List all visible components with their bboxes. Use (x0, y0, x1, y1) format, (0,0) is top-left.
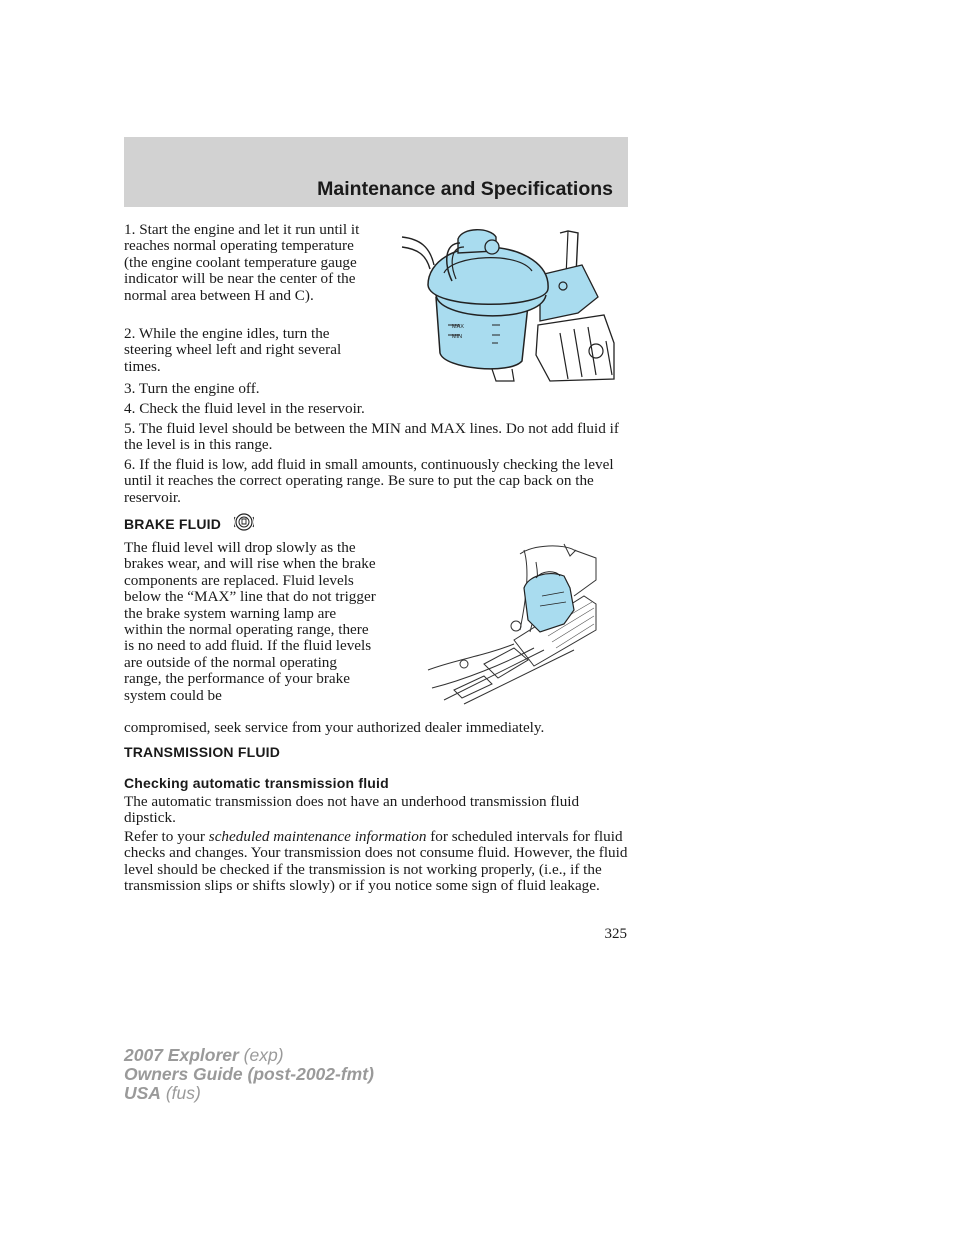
section-title: Maintenance and Specifications (317, 178, 613, 200)
brake-fluid-paragraph-tail: compromised, seek service from your authorized dealer immediately. (124, 719, 545, 736)
brake-fluid-icon (234, 513, 254, 531)
document-footer (124, 1046, 374, 1103)
maintenance-info-reference: scheduled maintenance information (208, 828, 427, 845)
transmission-paragraph-1: The automatic transmission does not have an underhood transmission fluid dipstick. (124, 793, 580, 827)
brake-fluid-heading: BRAKE FLUID (124, 516, 222, 532)
paragraph-2-intro: Refer to your (124, 828, 209, 845)
step-6-text: 6. If the fluid is low, add fluid in small amounts, continuously checking the level until it reaches the correct operating range. Be sure to put the cap back on the reservoir. (124, 456, 614, 506)
step-5-text: 5. The fluid level should be between the MIN and MAX lines. Do not add fluid if the level is in this range. (124, 420, 619, 454)
footer-model: 2007 Explorer (124, 1045, 239, 1065)
footer-line-3 (124, 1084, 374, 1103)
footer-guide: Owners Guide (post-2002-fmt) (124, 1064, 374, 1084)
page-number: 325 (604, 926, 627, 942)
step-1-text: 1. Start the engine and let it run until it reaches normal operating temperature (the engine coolant temperature gauge indicator will be near the center of the normal area between H and C). (124, 221, 360, 304)
step-3-text: 3. Turn the engine off. (124, 380, 260, 397)
step-2-text: 2. While the engine idles, turn the steering wheel left and right several times. (124, 325, 342, 375)
transmission-fluid-heading: TRANSMISSION FLUID (124, 744, 281, 760)
min-label: MIN (452, 334, 463, 340)
paragraph-2-body: for scheduled intervals for fluid checks and changes. Your transmission does not consume fluid. However, the fluid level should be checked if the transmission is not working properly, (i.e., if the transmission slips or shifts slowly) or if you notice some sign of fluid leakage. (124, 828, 628, 895)
max-label: MAX (452, 324, 464, 330)
footer-line-2 (124, 1065, 374, 1084)
step-4-text: 4. Check the fluid level in the reservoir. (124, 400, 365, 417)
footer-line-1 (124, 1046, 374, 1065)
transmission-paragraph-2 (124, 829, 628, 895)
footer-market: USA (124, 1083, 161, 1103)
transmission-subheading: Checking automatic transmission fluid (124, 775, 389, 791)
footer-market-code: (fus) (160, 1083, 201, 1103)
brake-reservoir-illustration (424, 540, 600, 706)
power-steering-reservoir-illustration (400, 225, 618, 383)
brake-fluid-paragraph: The fluid level will drop slowly as the brakes wear, and will rise when the brake components are replaced. Fluid levels below the “MAX” line that do not trigger the brake system warning lamp are within the normal operating range, there is no need to add fluid. If the fluid levels are outside of the normal operating range, the performance of your brake system could be (124, 539, 376, 704)
section-header-bar (124, 137, 628, 207)
footer-model-code: (exp) (238, 1045, 284, 1065)
